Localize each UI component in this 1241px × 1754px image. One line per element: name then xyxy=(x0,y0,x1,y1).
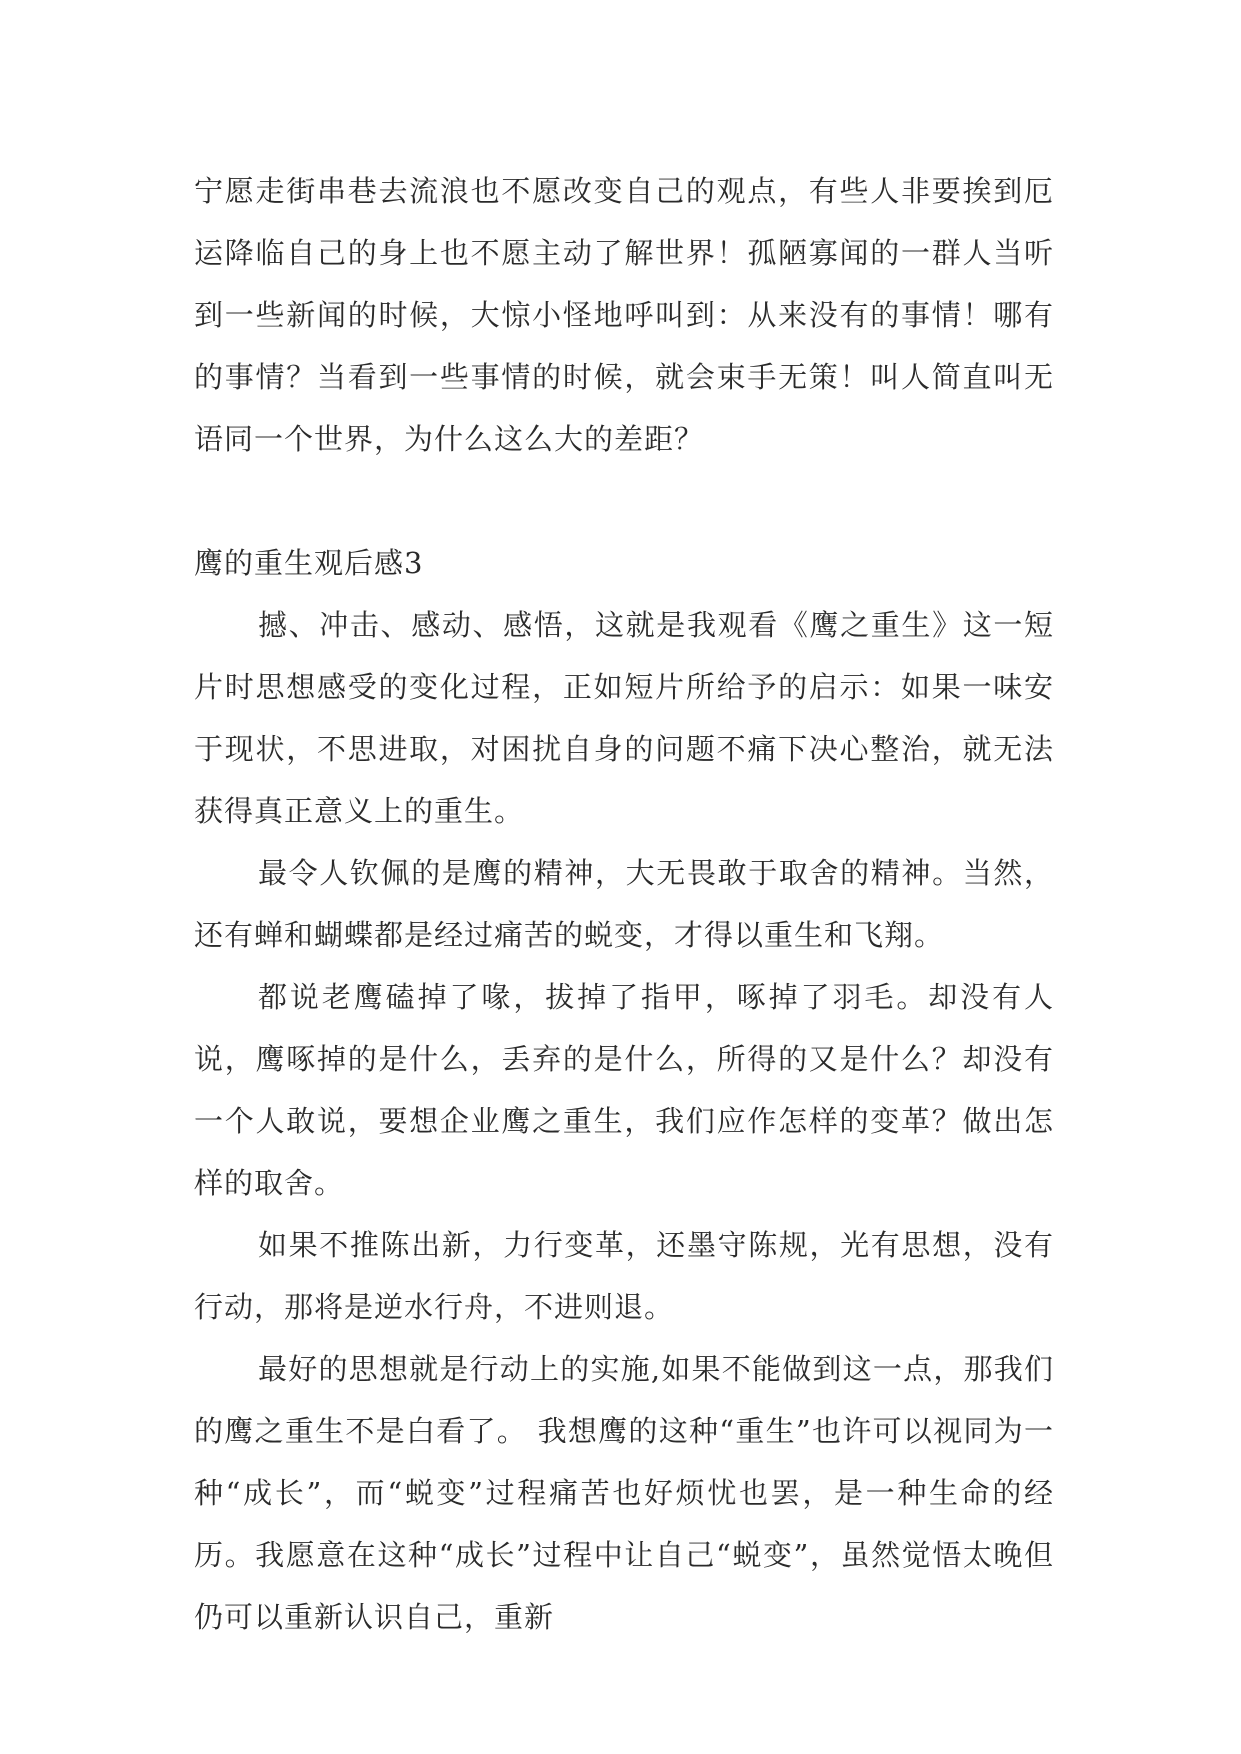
paragraph-5: 最好的思想就是行动上的实施,如果不能做到这一点，那我们的鹰之重生不是白看了。 我想鹰的这种“重生”也许可以视同为一种“成长”，而“蜕变”过程痛苦也好烦忧也罢，是一种生命的经历。我愿意在这种“成长”过程中让自己“蜕变”，虽然觉悟太晚但仍可以重新认识自己，重新 xyxy=(194,1352,1054,1634)
paragraph-2: 最令人钦佩的是鹰的精神，大无畏敢于取舍的精神。当然，还有蝉和蝴蝶都是经过痛苦的蜕变，才得以重生和飞翔。 xyxy=(194,856,1054,952)
document-body xyxy=(194,160,1054,1648)
paragraph-4: 如果不推陈出新，力行变革，还墨守陈规，光有思想，没有行动，那将是逆水行舟，不进则退。 xyxy=(194,1228,1054,1324)
paragraph-3: 都说老鹰磕掉了喙，拔掉了指甲，啄掉了羽毛。却没有人说，鹰啄掉的是什么，丢弃的是什么，所得的又是什么？却没有一个人敢说，要想企业鹰之重生，我们应作怎样的变革？做出怎样的取舍。 xyxy=(194,980,1054,1200)
section-spacer xyxy=(194,470,1054,532)
intro-paragraph: 宁愿走街串巷去流浪也不愿改变自己的观点，有些人非要挨到厄运降临自己的身上也不愿主动了解世界！孤陋寡闻的一群人当听到一些新闻的时候，大惊小怪地呼叫到：从来没有的事情！哪有的事情？当看到一些事情的时候，就会束手无策！叫人简直叫无语同一个世界，为什么这么大的差距？ xyxy=(194,174,1054,456)
paragraph-1: 撼、冲击、感动、感悟，这就是我观看《鹰之重生》这一短片时思想感受的变化过程，正如短片所给予的启示：如果一味安于现状，不思进取，对困扰自身的问题不痛下决心整治，就无法获得真正意义上的重生。 xyxy=(194,608,1054,828)
section-title: 鹰的重生观后感3 xyxy=(194,546,424,580)
